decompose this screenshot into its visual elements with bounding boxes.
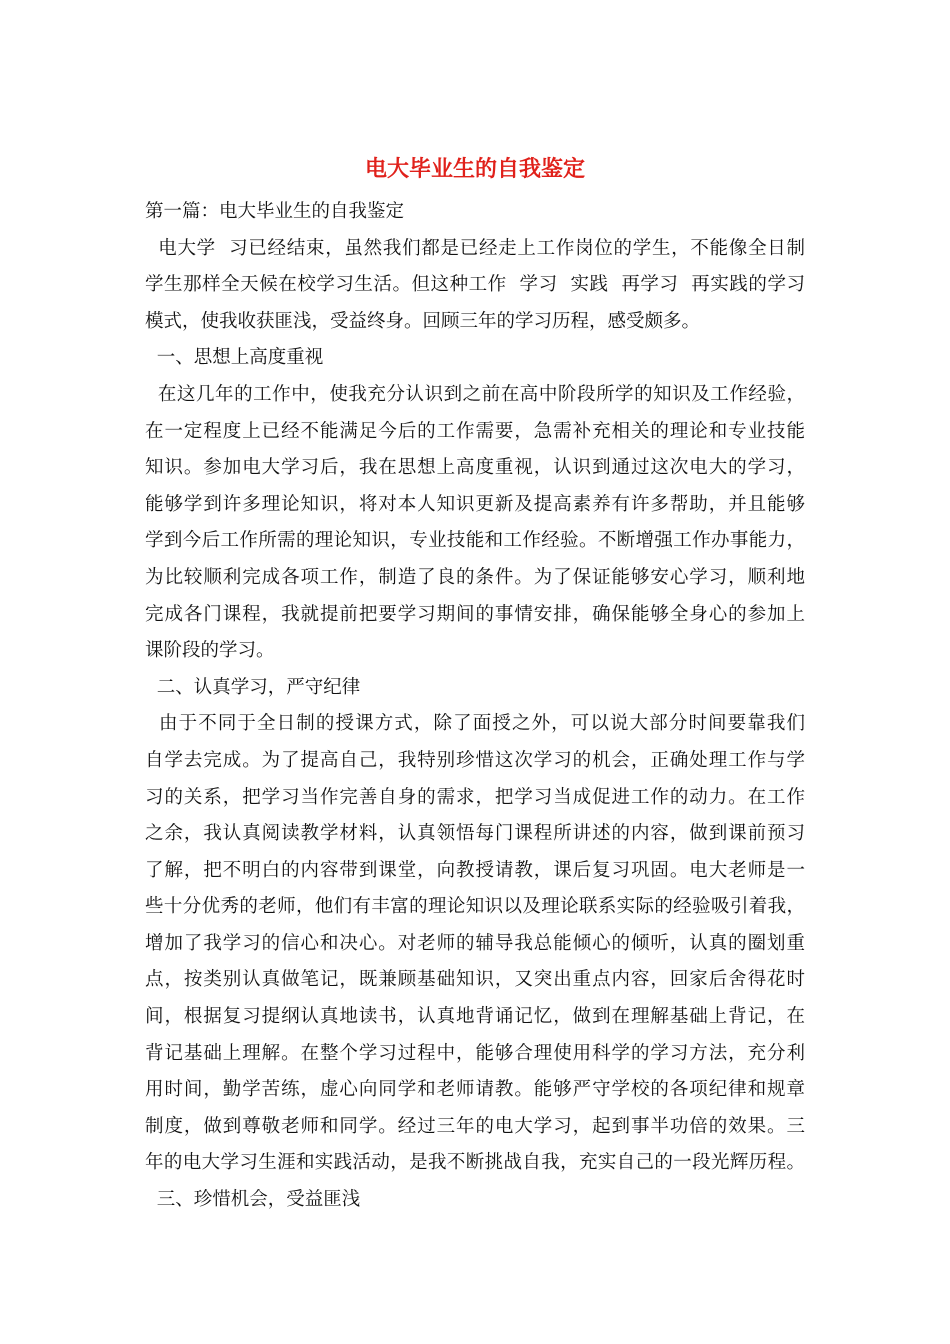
body-line: 由于不同于全日制的授课方式，除了面授之外，可以说大部分时间要靠我们 [145, 713, 805, 735]
body-line: 为比较顺利完成各项工作，制造了良的条件。为了保证能够安心学习，顺利地 [145, 566, 805, 588]
body-line: 点，按类别认真做笔记，既兼顾基础知识，又突出重点内容，回家后舍得花时 [145, 969, 805, 991]
body-line: 模式，使我收获匪浅，受益终身。回顾三年的学习历程，感受颇多。 [145, 310, 701, 332]
document-body [145, 194, 805, 1219]
body-line: 些十分优秀的老师，他们有丰富的理论知识以及理论联系实际的经验吸引着我， [145, 896, 805, 918]
body-line: 用时间，勤学苦练，虚心向同学和老师请教。能够严守学校的各项纪律和规章 [145, 1079, 805, 1101]
body-line: 第一篇：电大毕业生的自我鉴定 [145, 201, 405, 222]
body-line: 能够学到许多理论知识，将对本人知识更新及提高素养有许多帮助，并且能够 [145, 493, 805, 515]
document-title: 电大毕业生的自我鉴定 [364, 156, 585, 182]
body-line: 自学去完成。为了提高自己，我特别珍惜这次学习的机会，正确处理工作与学 [145, 749, 805, 771]
body-line: 了解，把不明白的内容带到课堂，向教授请教，课后复习巩固。电大老师是一 [145, 859, 805, 881]
body-line: 知识。参加电大学习后，我在思想上高度重视，认识到通过这次电大的学习， [145, 457, 805, 479]
body-line: 电大学 习已经结束，虽然我们都是已经走上工作岗位的学生，不能像全日制 [145, 237, 806, 259]
body-line: 在一定程度上已经不能满足今后的工作需要，急需补充相关的理论和专业技能 [145, 420, 805, 442]
body-line: 增加了我学习的信心和决心。对老师的辅导我总能倾心的倾听，认真的圈划重 [145, 932, 805, 954]
body-line: 习的关系，把学习当作完善自身的需求，把学习当成促进工作的动力。在工作 [145, 786, 805, 808]
body-line: 完成各门课程，我就提前把要学习期间的事情安排，确保能够全身心的参加上 [145, 603, 805, 625]
body-line: 学到今后工作所需的理论知识，专业技能和工作经验。不断增强工作办事能力， [145, 530, 805, 552]
body-line: 课阶段的学习。 [145, 640, 275, 662]
body-line: 制度，做到尊敬老师和同学。经过三年的电大学习，起到事半功倍的效果。三 [145, 1115, 805, 1137]
body-line: 三、珍惜机会，受益匪浅 [145, 1189, 361, 1211]
body-line: 间，根据复习提纲认真地读书，认真地背诵记忆，做到在理解基础上背记，在 [145, 1006, 805, 1028]
body-line: 在这几年的工作中，使我充分认识到之前在高中阶段所学的知识及工作经验， [145, 383, 805, 405]
body-line: 一、思想上高度重视 [145, 347, 324, 369]
body-line: 年的电大学习生涯和实践活动，是我不断挑战自我，充实自己的一段光辉历程。 [145, 1152, 805, 1174]
body-line: 学生那样全天候在校学习生活。但这种工作 学习 实践 再学习 再实践的学习 [145, 274, 805, 296]
body-line: 之余，我认真阅读教学材料，认真领悟每门课程所讲述的内容，做到课前预习 [145, 823, 805, 845]
body-line: 背记基础上理解。在整个学习过程中，能够合理使用科学的学习方法，充分利 [145, 1042, 805, 1064]
body-line: 二、认真学习，严守纪律 [145, 676, 361, 698]
